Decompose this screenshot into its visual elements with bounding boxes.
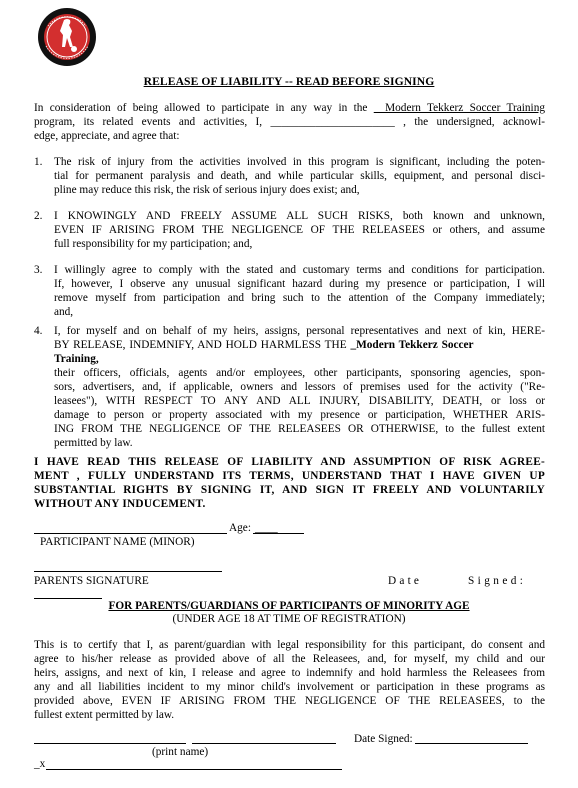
guardian-line: provided above, EVEN IF ARISING FROM THE NEGLIGENCE OF THE RELEASEES, to the: [34, 695, 545, 707]
participant-name-blank[interactable]: ______________________: [270, 116, 395, 128]
logo-badge-icon: [36, 6, 98, 68]
guardian-line: fullest extent permitted by law.: [34, 709, 175, 721]
item-3-line: I willingly agree to comply with the stated and customary terms and conditions for participation.: [54, 264, 545, 276]
guardian-line: any and all liabilities incident to my minor child's involvement or participation in these programs as: [34, 681, 545, 693]
guardian-line: agree to his/her release as provided above of all the Releasees, and, for myself, my child and our: [34, 653, 545, 665]
acknowledgement-line: MENT , FULLY UNDERSTAND ITS TERMS, UNDERSTAND THAT I HAVE GIVEN UP: [34, 470, 545, 482]
item-4-line: [54, 338, 545, 352]
item-number: 3.: [34, 264, 43, 276]
guardian-final-signature-line[interactable]: [46, 769, 342, 770]
x-mark: _x: [34, 758, 46, 770]
item-4-line: ING FROM THE NEGLIGENCE OF THE RELEASEES OR OTHERWISE, to the fullest extent: [54, 423, 545, 435]
signed-label: Signed:: [468, 575, 527, 587]
item-2-line: EVEN IF ARISING FROM THE NEGLIGENCE OF THE RELEASEES or others, and assume: [54, 224, 545, 236]
date-label: Date: [388, 575, 423, 587]
guardian-signature-line[interactable]: [192, 743, 336, 744]
item-2-line: full responsibility for my participation; and,: [54, 238, 253, 250]
guardian-line: This is to certify that I, as parent/guardian with legal responsibility for this participant, do consent and: [34, 639, 545, 651]
program-name-continued: Training,: [54, 353, 99, 365]
parents-signature-line[interactable]: [34, 571, 222, 572]
item-3-line: and,: [54, 306, 74, 318]
acknowledgement-line: I HAVE READ THIS RELEASE OF LIABILITY AND ASSUMPTION OF RISK AGREE-: [34, 456, 545, 468]
item-4-line: permitted by law.: [54, 437, 133, 449]
age-field[interactable]: ____: [255, 522, 278, 534]
item-4-text: BY RELEASE, INDEMNIFY, AND HOLD HARMLESS THE: [54, 339, 351, 351]
item-3-line: remove myself from participation and bring such to the attention of the Company immediately;: [54, 292, 545, 304]
acknowledgement-line: SUBSTANTIAL RIGHTS BY SIGNING IT, AND SIGN IT FREELY AND VOLUNTARILY: [34, 484, 545, 496]
age-line: [253, 533, 304, 534]
guardian-print-name-line[interactable]: [34, 743, 186, 744]
item-number: 2.: [34, 210, 43, 222]
item-3-line: If, however, I observe any unusual significant hazard during my presence or participation, I will: [54, 278, 545, 290]
item-1-line: The risk of injury from the activities involved in this program is significant, including the poten-: [54, 156, 545, 168]
intro-text: program, its related events and activities, I,: [34, 116, 271, 128]
participant-name-line[interactable]: [34, 533, 227, 534]
acknowledgement-line: WITHOUT ANY INDUCEMENT.: [34, 498, 206, 510]
program-name: __Modern Tekkerz Soccer Training: [373, 102, 545, 114]
item-4-line: I, for myself and on behalf of my heirs, assigns, personal representatives and next of kin, HERE-: [54, 325, 545, 337]
age-label: Age:: [229, 522, 251, 534]
print-name-label: (print name): [152, 746, 209, 758]
participant-name-label: PARTICIPANT NAME (MINOR): [40, 536, 195, 548]
intro-line-3: edge, appreciate, and agree that:: [34, 130, 180, 142]
intro-line-2: [34, 115, 545, 129]
intro-text: , the undersigned, acknowl-: [394, 116, 545, 128]
intro-text: In consideration of being allowed to participate in any way in the: [34, 102, 374, 114]
intro-line-1: [34, 101, 545, 115]
item-number: 1.: [34, 156, 43, 168]
date-signed-label: Date Signed:: [354, 733, 413, 745]
company-logo: [36, 6, 98, 68]
item-1-line: tial for permanent paralysis and death, and while particular skills, equipment, and personal disci-: [54, 170, 545, 182]
guardian-line: heirs, assigns, and next of kin, I release and agree to indemnify and hold harmless the Releasees from: [34, 667, 545, 679]
parents-signature-label: PARENTS SIGNATURE: [34, 575, 149, 587]
program-name: _Modern Tekkerz Soccer: [350, 339, 474, 351]
guardian-date-line[interactable]: [415, 743, 528, 744]
guardian-subheading: (UNDER AGE 18 AT TIME OF REGISTRATION): [172, 613, 406, 625]
item-4-line: their officers, officials, agents and/or employees, other participants, sponsoring agencies, spon-: [54, 367, 545, 379]
guardian-heading: FOR PARENTS/GUARDIANS OF PARTICIPANTS OF MINORITY AGE: [108, 600, 470, 612]
item-number: 4.: [34, 325, 43, 337]
item-4-line: sors, advertisers, and, if applicable, owners and lessors of premises used for the activity ("Re-: [54, 381, 545, 393]
item-4-line: leasees"), WITH RESPECT TO ANY AND ALL INJURY, DISABILITY, DEATH, or loss or: [54, 395, 545, 407]
item-4-line: damage to person or property associated with my presence or participation, WHETHER ARIS-: [54, 409, 545, 421]
document-title: RELEASE OF LIABILITY -- READ BEFORE SIGNING: [143, 75, 435, 88]
item-2-line: I KNOWINGLY AND FREELY ASSUME ALL SUCH RISKS, both known and unknown,: [54, 210, 545, 222]
item-1-line: pline may reduce this risk, the risk of serious injury does exist; and,: [54, 184, 360, 196]
